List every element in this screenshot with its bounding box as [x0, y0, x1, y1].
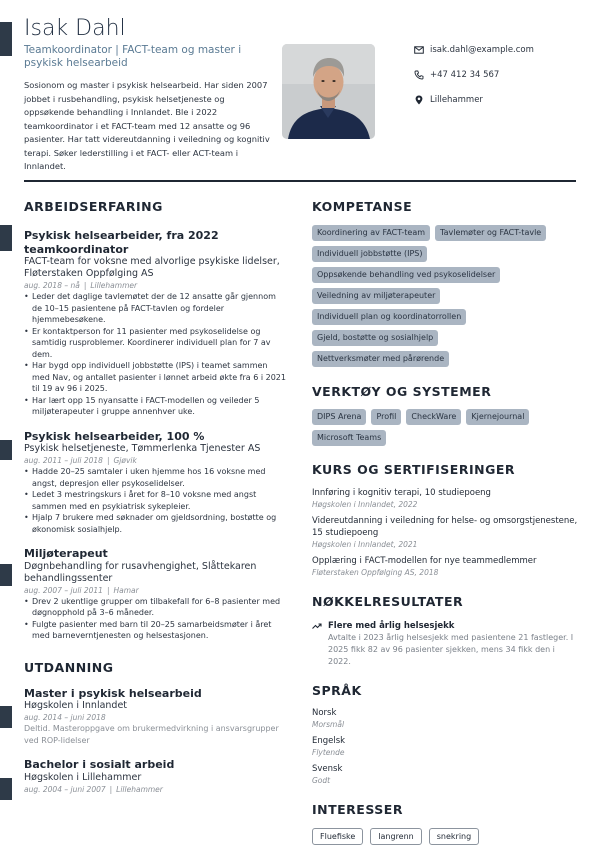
location-pin-icon — [414, 95, 424, 105]
job-bullets — [24, 466, 286, 535]
accent-bar — [0, 706, 12, 728]
result-title: Flere med årlig helsesjekk — [328, 621, 455, 631]
job-bullet: • Er kontaktperson for 11 pasienter med psykoselidelse og samtidig rusproblemer. Koordinerer individuell plan for 7 av dem. — [24, 326, 286, 361]
tools-tags — [312, 409, 580, 446]
skill-tag: Veiledning av miljøterapeuter — [312, 288, 440, 304]
language-name: Engelsk — [312, 736, 346, 746]
accent-bar — [0, 22, 12, 56]
school-name: Høgskolen i Innlandet — [24, 700, 128, 711]
job-bullet: • Ledet 3 mestringskurs i året for 8–10 voksne med angst sammen med en psykiatrisk sykepleier. — [24, 489, 286, 512]
phone-icon — [414, 70, 424, 80]
tool-tag: CheckWare — [406, 409, 461, 425]
interest-tag: langrenn — [370, 828, 421, 845]
interest-tag: Fluefiske — [312, 828, 363, 845]
header-divider — [24, 180, 576, 182]
courses-heading: KURS OG SERTIFISERINGER — [312, 462, 516, 477]
language-item — [312, 708, 580, 730]
job-dates: aug. 2018 – nå — [24, 281, 80, 290]
languages-heading: SPRÅK — [312, 683, 362, 698]
job-bullet: • Drev 2 ukentlige grupper om tilbakefall for 6–8 pasienter med døgnopphold på 3–6 måneder. — [24, 596, 286, 619]
job-place: Gjøvik — [113, 456, 137, 465]
job-entry — [24, 430, 286, 536]
language-name: Norsk — [312, 708, 337, 718]
location-text: Lillehammer — [430, 95, 483, 105]
profile-photo — [282, 44, 375, 139]
job-bullet: • Har lært opp 15 nyansatte i FACT-modellen og veileder 5 miljøterapeuter i gruppe annenhver uke. — [24, 395, 286, 418]
job-place: Hamar — [113, 585, 139, 595]
email-text: isak.dahl@example.com — [430, 45, 534, 55]
interests-heading: INTERESSER — [312, 802, 403, 817]
accent-bar — [0, 440, 12, 460]
job-bullets — [24, 291, 286, 418]
candidate-title: Teamkoordinator | FACT-team og master i psykisk helsearbeid — [24, 44, 242, 69]
contact-email[interactable] — [414, 45, 534, 55]
job-meta: aug. 2011 – juli 2018 | Gjøvik — [24, 456, 137, 465]
skill-tag: Oppsøkende behandling ved psykoselidelser — [312, 267, 500, 283]
candidate-name: Isak Dahl — [24, 16, 126, 41]
job-dates: aug. 2007 – juli 2011 — [24, 585, 103, 595]
language-name: Svensk — [312, 764, 343, 774]
course-title: Innføring i kognitiv terapi, 10 studiepoeng — [312, 488, 491, 498]
job-organization: Psykisk helsetjeneste, Tømmerlenka Tjenester AS — [24, 443, 261, 454]
education-entry — [24, 758, 286, 795]
experience-heading: ARBEIDSERFARING — [24, 199, 163, 214]
tool-tag: Kjernejournal — [466, 409, 529, 425]
language-level: Flytende — [312, 748, 345, 757]
skill-tag: Koordinering av FACT-team — [312, 225, 430, 241]
job-bullet: • Har bygd opp individuell jobbstøtte (IPS) i teamet sammen med Nav, og antallet pasienter i lønnet arbeid økte fra 6 i 2021 til 19 av 96 i 2025. — [24, 360, 286, 395]
tool-tag: Profil — [371, 409, 401, 425]
email-icon — [414, 45, 424, 55]
profile-summary: Sosionom og master i psykisk helsearbeid. Har siden 2007 jobbet i rusbehandling, psykisk helsetjeneste og oppsøkende behandling i Innlandet. Ble i 2022 teamkoordinator i et FACT-team med 12 ansatte og 96 pasienter. Har tatt videreutdanning i veiledning og kognitiv terapi. Søker lederstilling i et FACT- eller ACT-team i Innlandet. — [24, 80, 270, 171]
education-description: Deltid. Masteroppgave om brukermedvirkning i ansvarsgrupper ved ROP-lidelser — [24, 724, 279, 745]
language-item — [312, 764, 580, 786]
tool-tag: DIPS Arena — [312, 409, 366, 425]
education-heading: UTDANNING — [24, 659, 114, 675]
course-source: Høgskolen i Innlandet, 2021 — [312, 540, 418, 549]
job-organization: FACT-team for voksne med alvorlige psykiske lidelser, Fløterstaken Oppfølging AS — [24, 256, 280, 279]
job-bullet: • Hjalp 7 brukere med søknader om gjeldsordning, bostøtte og økonomisk sosialhjelp. — [24, 512, 286, 535]
skill-tag: Individuell jobbstøtte (IPS) — [312, 246, 427, 262]
job-entry — [24, 547, 286, 642]
job-title: Psykisk helsearbeider, 100 % — [24, 429, 205, 443]
job-entry — [24, 229, 286, 418]
skill-tag: Nettverksmøter med pårørende — [312, 351, 449, 367]
skill-tag: Gjeld, bostøtte og sosialhjelp — [312, 330, 438, 346]
job-bullets — [24, 596, 286, 642]
degree-title: Master i psykisk helsearbeid — [24, 686, 202, 700]
accent-bar — [0, 225, 12, 251]
language-level: Godt — [312, 776, 331, 785]
course-title: Opplæring i FACT-modellen for nye teammedlemmer — [312, 556, 537, 566]
degree-title: Bachelor i sosialt arbeid — [24, 758, 175, 771]
job-bullet: • Hadde 20–25 samtaler i uken hjemme hos 16 voksne med angst, depresjon eller psykoselidelser. — [24, 466, 286, 489]
language-item — [312, 736, 580, 758]
course-source: Høgskolen i Innlandet, 2022 — [312, 500, 418, 509]
tool-tag: Microsoft Teams — [312, 430, 386, 446]
job-bullet: • Fulgte pasienter med barn til 20–25 samarbeidsmøter i året med barneverntjenesten og helsestasjonen. — [24, 619, 286, 642]
job-place: Lillehammer — [90, 281, 138, 290]
contact-location — [414, 95, 483, 105]
tools-heading: VERKTØY OG SYSTEMER — [312, 384, 492, 399]
contact-phone[interactable] — [414, 70, 499, 80]
job-meta: aug. 2007 – juli 2011 | Hamar — [24, 585, 139, 595]
course-item — [312, 555, 580, 578]
job-organization: Døgnbehandling for rusavhengighet, Slåttekaren behandlingssenter — [24, 560, 257, 584]
interests-tags — [312, 828, 580, 845]
education-dates: aug. 2014 – juni 2018 — [24, 713, 106, 722]
education-place: Lillehammer — [116, 784, 163, 794]
interest-tag: snekring — [429, 828, 479, 845]
job-dates: aug. 2011 – juli 2018 — [24, 456, 103, 465]
skill-tag: Tavlemøter og FACT-tavle — [435, 225, 546, 241]
course-item — [312, 515, 580, 550]
skills-heading: KOMPETANSE — [312, 199, 413, 214]
course-source: Fløterstaken Oppfølging AS, 2018 — [312, 568, 439, 577]
education-dates: aug. 2004 – juni 2007 — [24, 784, 106, 794]
accent-bar — [0, 564, 12, 586]
result-text: Avtalte i 2023 årlig helsesjekk med pasientene 21 fastleger. I 2025 fikk 82 av 96 pasienter sjekken, mens 34 fikk den i 2022. — [328, 633, 574, 666]
language-level: Morsmål — [312, 720, 345, 729]
result-item — [312, 620, 580, 668]
phone-text: +47 412 34 567 — [430, 70, 500, 80]
school-name: Høgskolen i Lillehammer — [24, 771, 142, 783]
results-heading: NØKKELRESULTATER — [312, 594, 464, 609]
education-entry — [24, 687, 286, 747]
skills-tags — [312, 225, 580, 367]
job-bullet: • Leder det daglige tavlemøtet der de 12 ansatte går gjennom de 10–15 pasientene på FACT-tavlen og fordeler hjemmebesøkene. — [24, 291, 286, 326]
education-meta: aug. 2004 – juni 2007 | Lillehammer — [24, 784, 163, 794]
course-title: Videreutdanning i veiledning for helse- og omsorgstjenestene, 15 studiepoeng — [312, 516, 578, 538]
job-meta: aug. 2018 – nå | Lillehammer — [24, 281, 138, 290]
skill-tag: Individuell plan og koordinatorrollen — [312, 309, 466, 325]
accent-bar — [0, 778, 12, 800]
course-item — [312, 487, 580, 510]
job-title: Miljøterapeut — [24, 547, 108, 560]
trending-up-icon — [312, 621, 322, 631]
job-title: Psykisk helsearbeider, fra 2022 teamkoordinator — [24, 229, 219, 256]
